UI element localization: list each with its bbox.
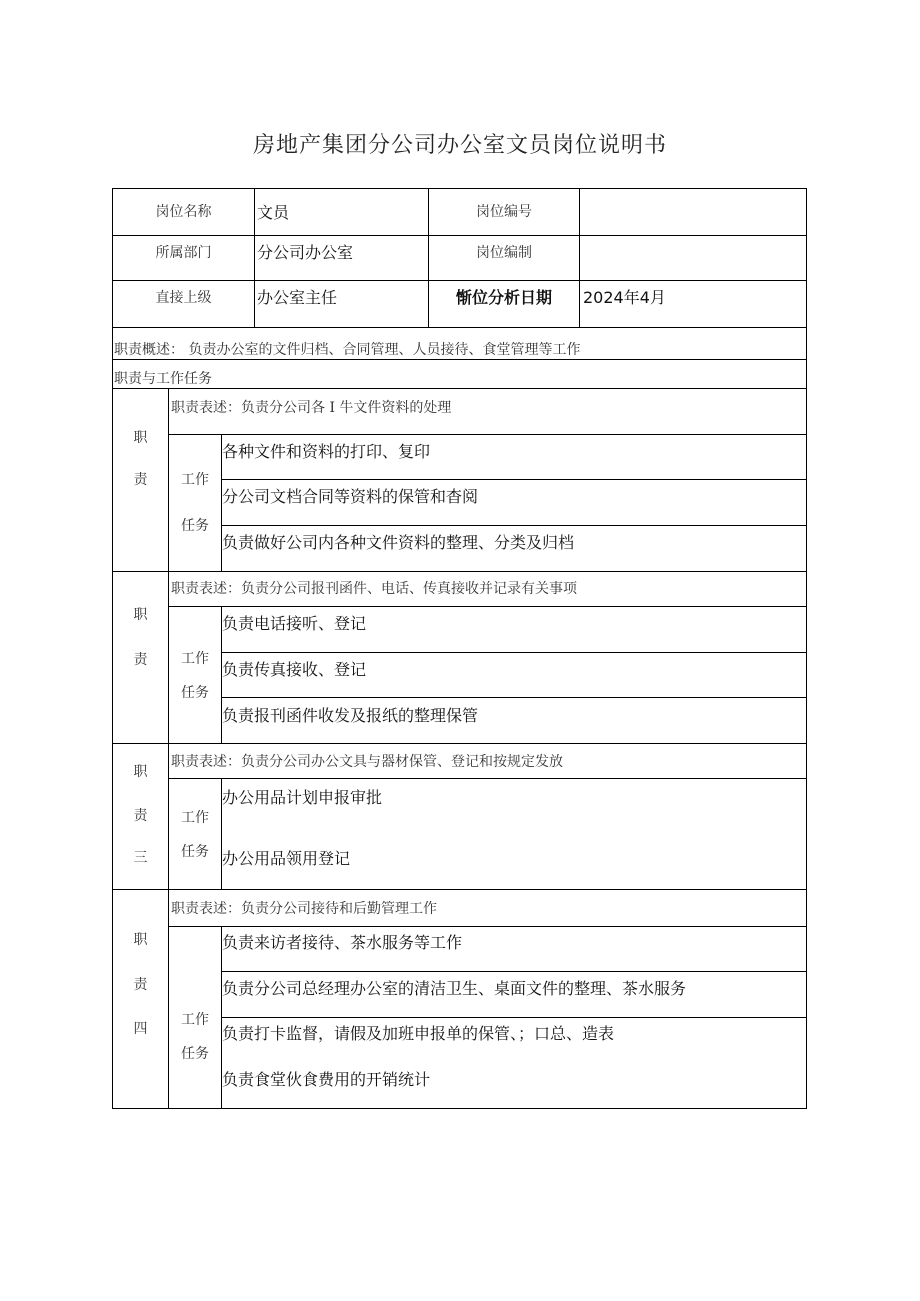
section-title: 职责与工作任务 bbox=[114, 371, 212, 387]
row-divider bbox=[168, 434, 807, 435]
duty-label-char: 责 bbox=[133, 977, 148, 993]
position-name-value: 文员 bbox=[257, 203, 290, 222]
work-task-label: 任务 bbox=[181, 844, 209, 860]
task-item: 负责来访者接待、茶水服务等工作 bbox=[222, 933, 463, 952]
duty-label-char: 责 bbox=[133, 472, 148, 488]
duty-label-char: 职 bbox=[133, 430, 148, 446]
task-item: 负责电话接听、登记 bbox=[222, 614, 367, 633]
table-border-bottom bbox=[112, 1108, 807, 1109]
work-task-label: 任务 bbox=[181, 1046, 209, 1062]
duty-divider bbox=[112, 571, 807, 572]
row-divider bbox=[221, 697, 807, 698]
department-label: 所属部门 bbox=[155, 245, 212, 261]
analysis-date-label: 惭位分析日期 bbox=[455, 288, 552, 307]
row-divider bbox=[221, 525, 807, 526]
row-divider bbox=[112, 327, 807, 328]
duty-statement: 职责表述：负责分公司各 I 牛文件资料的处理 bbox=[171, 400, 452, 416]
row-divider bbox=[168, 606, 807, 607]
row-divider bbox=[221, 1017, 807, 1018]
page-title: 房地产集团分公司办公室文员岗位说明书 bbox=[252, 133, 667, 158]
position-code-label: 岗位编号 bbox=[476, 204, 532, 220]
position-name-label: 岗位名称 bbox=[155, 204, 212, 220]
duty-label-char: 职 bbox=[133, 607, 148, 623]
department-value: 分公司办公室 bbox=[257, 243, 354, 262]
work-task-label: 工作 bbox=[181, 651, 209, 667]
duty-label-char: 职 bbox=[133, 932, 148, 948]
duty-statement: 职责表述：负责分公司报刊函件、电话、传真接收并记录有关事项 bbox=[171, 581, 577, 597]
duty-statement: 职责表述：负责分公司接待和后勤管理工作 bbox=[171, 901, 437, 917]
row-divider bbox=[221, 971, 807, 972]
duty-label-char: 四 bbox=[133, 1021, 148, 1037]
duty-divider bbox=[112, 743, 807, 744]
task-item: 分公司文档合同等资料的保管和杳阅 bbox=[222, 487, 479, 506]
work-task-label: 任务 bbox=[181, 685, 209, 701]
row-divider bbox=[112, 388, 807, 389]
task-item: 负责做好公司内各种文件资料的整理、分类及归档 bbox=[222, 533, 575, 552]
duty-overview: 职责概述： 负责办公室的文件归档、合同管理、人员接待、食堂管理等工作 bbox=[114, 342, 581, 358]
analysis-date-value: 2024年4月 bbox=[583, 288, 666, 307]
task-item: 负责分公司总经理办公室的清洁卫生、桌面文件的整理、茶水服务 bbox=[222, 979, 687, 998]
row-divider bbox=[112, 235, 807, 236]
task-item: 各种文件和资料的打印、复印 bbox=[222, 442, 431, 461]
duty-statement: 职责表述：负责分公司办公文具与器材保管、登记和按规定发放 bbox=[171, 754, 563, 770]
task-item: 负责食堂伙食费用的开销统计 bbox=[222, 1070, 431, 1089]
row-divider bbox=[168, 926, 807, 927]
row-divider bbox=[221, 479, 807, 480]
duty-label-char: 责 bbox=[133, 808, 148, 824]
task-item: 负责打卡监督，请假及加班申报单的保管、；口总、造表 bbox=[222, 1024, 615, 1043]
work-task-label: 工作 bbox=[181, 810, 209, 826]
work-task-label: 工作 bbox=[181, 1012, 209, 1028]
task-item: 办公用品领用登记 bbox=[222, 849, 351, 868]
work-task-label: 工作 bbox=[181, 472, 209, 488]
table-border-top bbox=[112, 188, 807, 189]
duty-label-char: 职 bbox=[133, 764, 148, 780]
duty-divider bbox=[112, 889, 807, 890]
task-item: 负责报刊函件收发及报纸的整理保管 bbox=[222, 706, 479, 725]
task-item: 负责传真接收、登记 bbox=[222, 660, 367, 679]
row-divider bbox=[112, 280, 807, 281]
position-quota-label: 岗位编制 bbox=[476, 245, 532, 261]
row-divider bbox=[168, 778, 807, 779]
duty-label-char: 责 bbox=[133, 652, 148, 668]
col-divider bbox=[168, 388, 169, 1109]
col-divider bbox=[254, 188, 255, 328]
work-task-label: 任务 bbox=[181, 518, 209, 534]
superior-label: 直接上级 bbox=[155, 290, 212, 306]
row-divider bbox=[221, 652, 807, 653]
col-divider bbox=[579, 188, 580, 328]
superior-value: 办公室主任 bbox=[257, 288, 338, 307]
task-item: 办公用品计划申报审批 bbox=[222, 788, 383, 807]
duty-label-char: 三 bbox=[133, 850, 148, 866]
